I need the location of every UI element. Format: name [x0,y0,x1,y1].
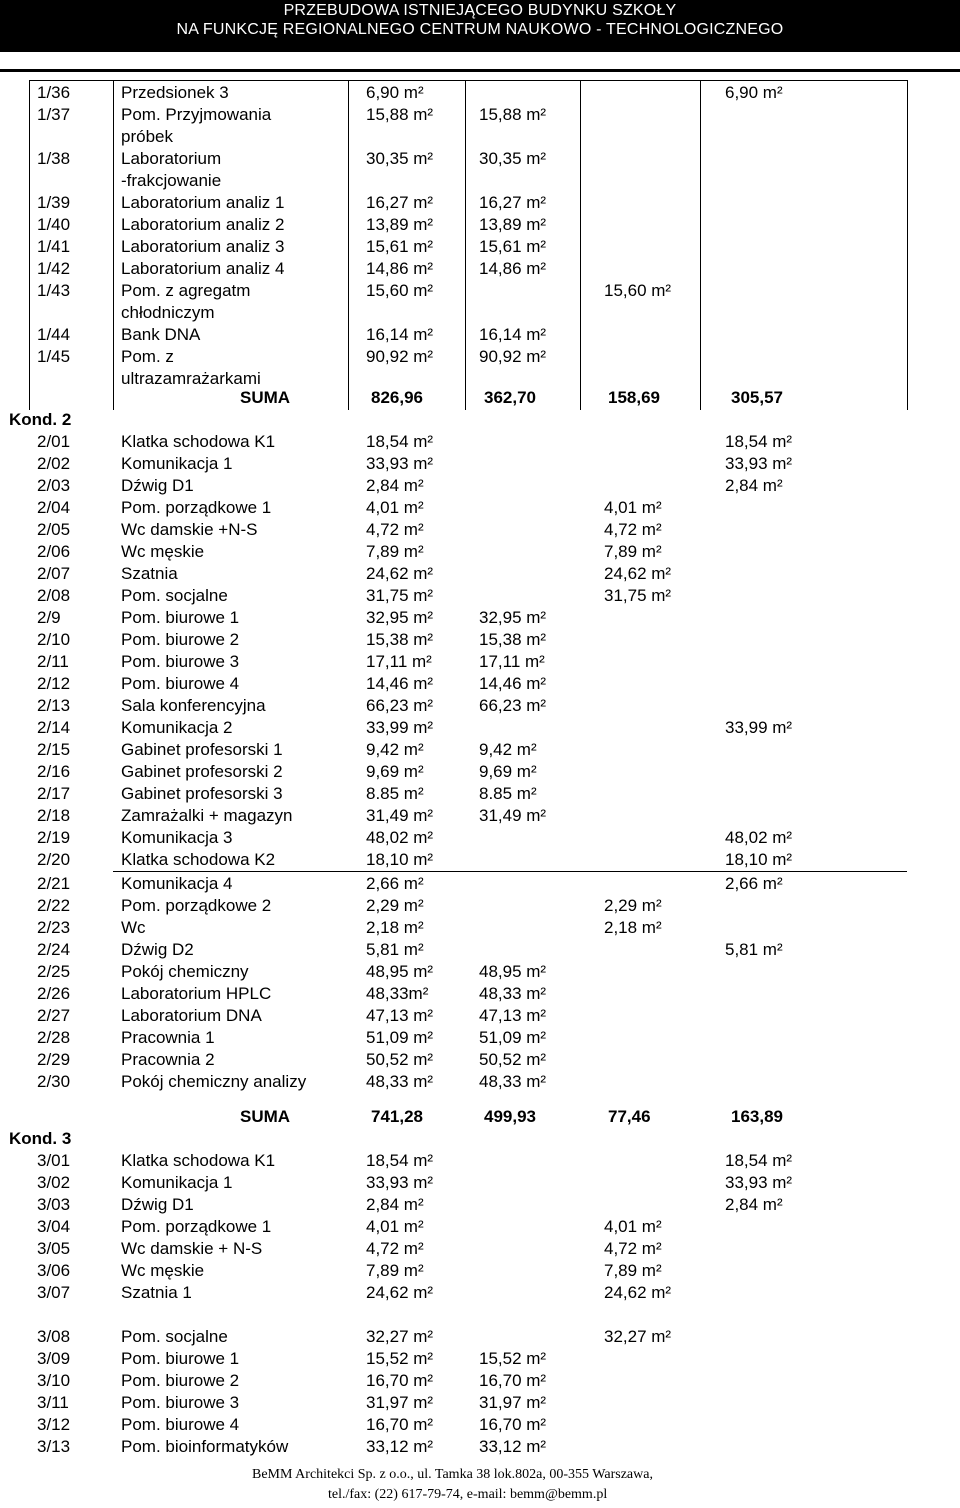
room-name: Pom. bioinformatyków [121,1437,289,1456]
room-code: 2/06 [37,542,71,561]
header-line-2: NA FUNKCJĘ REGIONALNEGO CENTRUM NAUKOWO - TECHNOLOGICZNEGO [176,21,784,38]
room-code: 2/17 [37,784,71,803]
room-name-continuation: chłodniczym [121,303,215,322]
sum-v4: 163,89 [731,1107,783,1126]
area-v2: 47,13 m² [479,1006,547,1025]
sum-v3: 77,46 [608,1107,651,1126]
room-code: 2/12 [37,674,71,693]
area-v1: 33,93 m² [366,454,434,473]
area-v4: 2,84 m² [725,1195,783,1214]
room-name: Komunikacja 2 [121,718,233,737]
area-v1: 16,70 m² [366,1371,434,1390]
area-v3: 7,89 m² [604,542,662,561]
sum-v1: 826,96 [371,388,423,407]
area-v1: 9,69 m² [366,762,424,781]
area-v1: 30,35 m² [366,149,434,168]
area-v2: 9,42 m² [479,740,537,759]
area-v4: 18,54 m² [725,432,793,451]
room-name: Wc damskie + N-S [121,1239,263,1258]
room-code: 2/04 [37,498,71,517]
room-code: 2/15 [37,740,71,759]
room-code: 3/02 [37,1173,71,1192]
room-name: Wc męskie [121,542,205,561]
area-v2: 15,52 m² [479,1349,547,1368]
room-code: 2/02 [37,454,71,473]
room-name: Klatka schodowa K1 [121,432,276,451]
room-code: 2/21 [37,874,71,893]
room-code: 2/27 [37,1006,71,1025]
room-code: 2/24 [37,940,71,959]
room-code: 1/42 [37,259,71,278]
sum-v2: 499,93 [484,1107,536,1126]
area-v1: 4,01 m² [366,498,424,517]
room-name: Pom. porządkowe 1 [121,498,272,517]
room-code: 3/05 [37,1239,71,1258]
room-name: Pom. porządkowe 1 [121,1217,272,1236]
area-v2: 15,88 m² [479,105,547,124]
room-name: Bank DNA [121,325,201,344]
area-v3: 2,29 m² [604,896,662,915]
floor-label: Kond. 2 [9,410,72,429]
area-v1: 48,02 m² [366,828,434,847]
room-name: Laboratorium analiz 4 [121,259,285,278]
room-name: Szatnia 1 [121,1283,192,1302]
area-v3: 2,18 m² [604,918,662,937]
area-v2: 30,35 m² [479,149,547,168]
area-v3: 4,72 m² [604,520,662,539]
area-v4: 2,84 m² [725,476,783,495]
area-v2: 17,11 m² [479,652,545,671]
room-name: Pracownia 1 [121,1028,215,1047]
area-v3: 4,01 m² [604,1217,662,1236]
area-v2: 66,23 m² [479,696,547,715]
area-v2: 33,12 m² [479,1437,547,1456]
sum-label: SUMA [240,1107,291,1126]
room-name: Sala konferencyjna [121,696,266,715]
header-rule [0,69,960,72]
area-v1: 16,14 m² [366,325,434,344]
area-v1: 2,29 m² [366,896,424,915]
room-name: Komunikacja 1 [121,454,233,473]
area-v1: 17,11 m² [366,652,432,671]
area-v1: 48,33m² [366,984,429,1003]
room-name: Gabinet profesorski 2 [121,762,283,781]
area-v1: 7,89 m² [366,1261,424,1280]
area-v4: 48,02 m² [725,828,793,847]
area-v2: 16,70 m² [479,1415,547,1434]
room-name: Pom. biurowe 3 [121,652,240,671]
area-v1: 24,62 m² [366,1283,434,1302]
room-code: 2/01 [37,432,71,451]
room-name: Przedsionek 3 [121,83,229,102]
area-v1: 33,93 m² [366,1173,434,1192]
room-code: 3/07 [37,1283,71,1302]
area-v1: 18,54 m² [366,432,434,451]
area-v2: 15,61 m² [479,237,547,256]
room-code: 2/9 [37,608,61,627]
sum-v3: 158,69 [608,388,660,407]
room-name: Komunikacja 1 [121,1173,233,1192]
area-v1: 14,86 m² [366,259,434,278]
room-code: 3/10 [37,1371,71,1390]
room-name: Dźwig D1 [121,1195,194,1214]
area-v1: 18,10 m² [366,850,434,869]
area-v3: 24,62 m² [604,564,672,583]
room-name-continuation: próbek [121,127,173,146]
area-v1: 31,97 m² [366,1393,434,1412]
room-code: 2/10 [37,630,71,649]
area-v4: 33,93 m² [725,1173,793,1192]
room-code: 3/06 [37,1261,71,1280]
area-v4: 33,99 m² [725,718,793,737]
room-name-continuation: ultrazamrażarkami [121,369,261,388]
room-code: 1/39 [37,193,71,212]
area-v4: 18,10 m² [725,850,793,869]
room-name: Wc [121,918,146,937]
area-v1: 51,09 m² [366,1028,434,1047]
footer-line-1: BeMM Architekci Sp. z o.o., ul. Tamka 38 lok.802a, 00-355 Warszawa, [252,1467,653,1482]
area-v1: 15,61 m² [366,237,434,256]
area-v2: 16,27 m² [479,193,547,212]
area-v1: 15,52 m² [366,1349,434,1368]
room-code: 1/40 [37,215,71,234]
room-code: 3/09 [37,1349,71,1368]
area-v2: 16,70 m² [479,1371,547,1390]
area-v1: 15,88 m² [366,105,434,124]
room-code: 2/16 [37,762,71,781]
area-v4: 2,66 m² [725,874,783,893]
room-code: 3/03 [37,1195,71,1214]
table-top-border [29,80,907,81]
table-column-divider [113,80,114,410]
room-name: Pokój chemiczny [121,962,249,981]
room-name: Pom. biurowe 4 [121,1415,240,1434]
area-v2: 90,92 m² [479,347,547,366]
area-v1: 9,42 m² [366,740,424,759]
room-name: Szatnia [121,564,178,583]
area-v1: 8.85 m² [366,784,424,803]
room-name: Laboratorium DNA [121,1006,262,1025]
room-code: 2/19 [37,828,71,847]
area-v2: 14,46 m² [479,674,547,693]
room-name: Komunikacja 4 [121,874,233,893]
area-v1: 47,13 m² [366,1006,434,1025]
room-code: 1/43 [37,281,71,300]
table-column-divider [907,80,908,410]
table-column-divider [348,80,349,410]
room-code: 2/03 [37,476,71,495]
room-name: Gabinet profesorski 1 [121,740,283,759]
area-v2: 31,49 m² [479,806,547,825]
sum-v2: 362,70 [484,388,536,407]
room-name-continuation: -frakcjowanie [121,171,222,190]
room-name: Pracownia 2 [121,1050,215,1069]
room-name: Pom. biurowe 1 [121,608,240,627]
room-name: Klatka schodowa K2 [121,850,276,869]
room-name: Laboratorium HPLC [121,984,272,1003]
area-v2: 48,95 m² [479,962,547,981]
area-v1: 13,89 m² [366,215,434,234]
area-v2: 31,97 m² [479,1393,547,1412]
room-code: 2/20 [37,850,71,869]
area-v4: 6,90 m² [725,83,783,102]
area-v2: 48,33 m² [479,984,547,1003]
area-v2: 32,95 m² [479,608,547,627]
area-v3: 31,75 m² [604,586,672,605]
area-v1: 4,01 m² [366,1217,424,1236]
table-column-divider [580,80,581,410]
area-v1: 2,84 m² [366,1195,424,1214]
area-v3: 4,01 m² [604,498,662,517]
room-name: Dźwig D2 [121,940,194,959]
area-v1: 33,12 m² [366,1437,434,1456]
area-v3: 4,72 m² [604,1239,662,1258]
room-name: Pokój chemiczny analizy [121,1072,307,1091]
area-v1: 6,90 m² [366,83,424,102]
area-v1: 7,89 m² [366,542,424,561]
room-name: Zamrażalki + magazyn [121,806,293,825]
room-name: Laboratorium analiz 1 [121,193,285,212]
area-v2: 8.85 m² [479,784,537,803]
area-v1: 48,95 m² [366,962,434,981]
area-v2: 51,09 m² [479,1028,547,1047]
room-code: 1/38 [37,149,71,168]
area-v2: 13,89 m² [479,215,547,234]
area-v2: 14,86 m² [479,259,547,278]
area-v2: 15,38 m² [479,630,547,649]
room-code: 1/45 [37,347,71,366]
room-name: Komunikacja 3 [121,828,233,847]
room-code: 3/04 [37,1217,71,1236]
area-v1: 32,27 m² [366,1327,434,1346]
row-separator [113,871,907,872]
footer-line-2: tel./fax: (22) 617-79-74, e-mail: bemm@bemm.pl [328,1487,608,1502]
room-name: Wc męskie [121,1261,205,1280]
room-code: 2/07 [37,564,71,583]
room-code: 2/23 [37,918,71,937]
table-column-divider [465,80,466,410]
area-v1: 33,99 m² [366,718,434,737]
area-v1: 2,84 m² [366,476,424,495]
floor-label: Kond. 3 [9,1129,72,1148]
room-code: 3/11 [37,1393,69,1412]
room-code: 1/41 [37,237,71,256]
room-name: Laboratorium analiz 2 [121,215,285,234]
room-name: Pom. biurowe 4 [121,674,240,693]
area-v1: 2,18 m² [366,918,424,937]
room-name: Pom. socjalne [121,586,228,605]
area-v1: 18,54 m² [366,1151,434,1170]
area-v3: 32,27 m² [604,1327,672,1346]
room-name: Pom. Przyjmowania [121,105,272,124]
area-v4: 33,93 m² [725,454,793,473]
area-v1: 16,27 m² [366,193,434,212]
room-name: Pom. z [121,347,174,366]
area-v2: 50,52 m² [479,1050,547,1069]
area-v1: 50,52 m² [366,1050,434,1069]
sum-v4: 305,57 [731,388,783,407]
room-code: 2/29 [37,1050,71,1069]
room-code: 2/11 [37,652,69,671]
room-name: Pom. biurowe 2 [121,1371,240,1390]
area-v4: 18,54 m² [725,1151,793,1170]
area-v1: 66,23 m² [366,696,434,715]
room-code: 1/44 [37,325,71,344]
room-name: Pom. biurowe 2 [121,630,240,649]
room-code: 2/30 [37,1072,71,1091]
area-v4: 5,81 m² [725,940,783,959]
room-code: 2/28 [37,1028,71,1047]
room-code: 2/13 [37,696,71,715]
room-code: 2/26 [37,984,71,1003]
room-name: Pom. socjalne [121,1327,228,1346]
area-v1: 31,49 m² [366,806,434,825]
sum-label: SUMA [240,388,291,407]
room-name: Gabinet profesorski 3 [121,784,283,803]
document-header [0,0,960,52]
room-code: 1/37 [37,105,71,124]
area-v3: 15,60 m² [604,281,672,300]
area-v1: 4,72 m² [366,1239,424,1258]
room-code: 2/05 [37,520,71,539]
area-v1: 14,46 m² [366,674,434,693]
room-name: Dźwig D1 [121,476,194,495]
area-v1: 15,38 m² [366,630,434,649]
room-code: 3/01 [37,1151,71,1170]
area-v1: 4,72 m² [366,520,424,539]
room-name: Klatka schodowa K1 [121,1151,276,1170]
area-v1: 48,33 m² [366,1072,434,1091]
room-name: Wc damskie +N-S [121,520,258,539]
table-column-divider [29,80,30,410]
room-code: 1/36 [37,83,71,102]
room-code: 2/08 [37,586,71,605]
area-v1: 2,66 m² [366,874,424,893]
area-v1: 15,60 m² [366,281,434,300]
area-v2: 48,33 m² [479,1072,547,1091]
area-v2: 16,14 m² [479,325,547,344]
table-column-divider [700,80,701,410]
room-name: Pom. porządkowe 2 [121,896,272,915]
room-code: 3/08 [37,1327,71,1346]
room-name: Pom. biurowe 3 [121,1393,240,1412]
area-v1: 5,81 m² [366,940,424,959]
room-name: Pom. biurowe 1 [121,1349,240,1368]
header-line-1: PRZEBUDOWA ISTNIEJĄCEGO BUDYNKU SZKOŁY [283,2,677,19]
room-name: Laboratorium [121,149,222,168]
room-code: 2/14 [37,718,71,737]
room-code: 2/25 [37,962,71,981]
room-code: 3/13 [37,1437,71,1456]
area-v1: 24,62 m² [366,564,434,583]
area-v1: 90,92 m² [366,347,434,366]
room-code: 3/12 [37,1415,71,1434]
area-v1: 16,70 m² [366,1415,434,1434]
area-v1: 32,95 m² [366,608,434,627]
room-code: 2/18 [37,806,71,825]
sum-v1: 741,28 [371,1107,423,1126]
area-v1: 31,75 m² [366,586,434,605]
area-v3: 7,89 m² [604,1261,662,1280]
area-v3: 24,62 m² [604,1283,672,1302]
room-code: 2/22 [37,896,71,915]
room-name: Pom. z agregatm [121,281,251,300]
area-v2: 9,69 m² [479,762,537,781]
room-name: Laboratorium analiz 3 [121,237,285,256]
